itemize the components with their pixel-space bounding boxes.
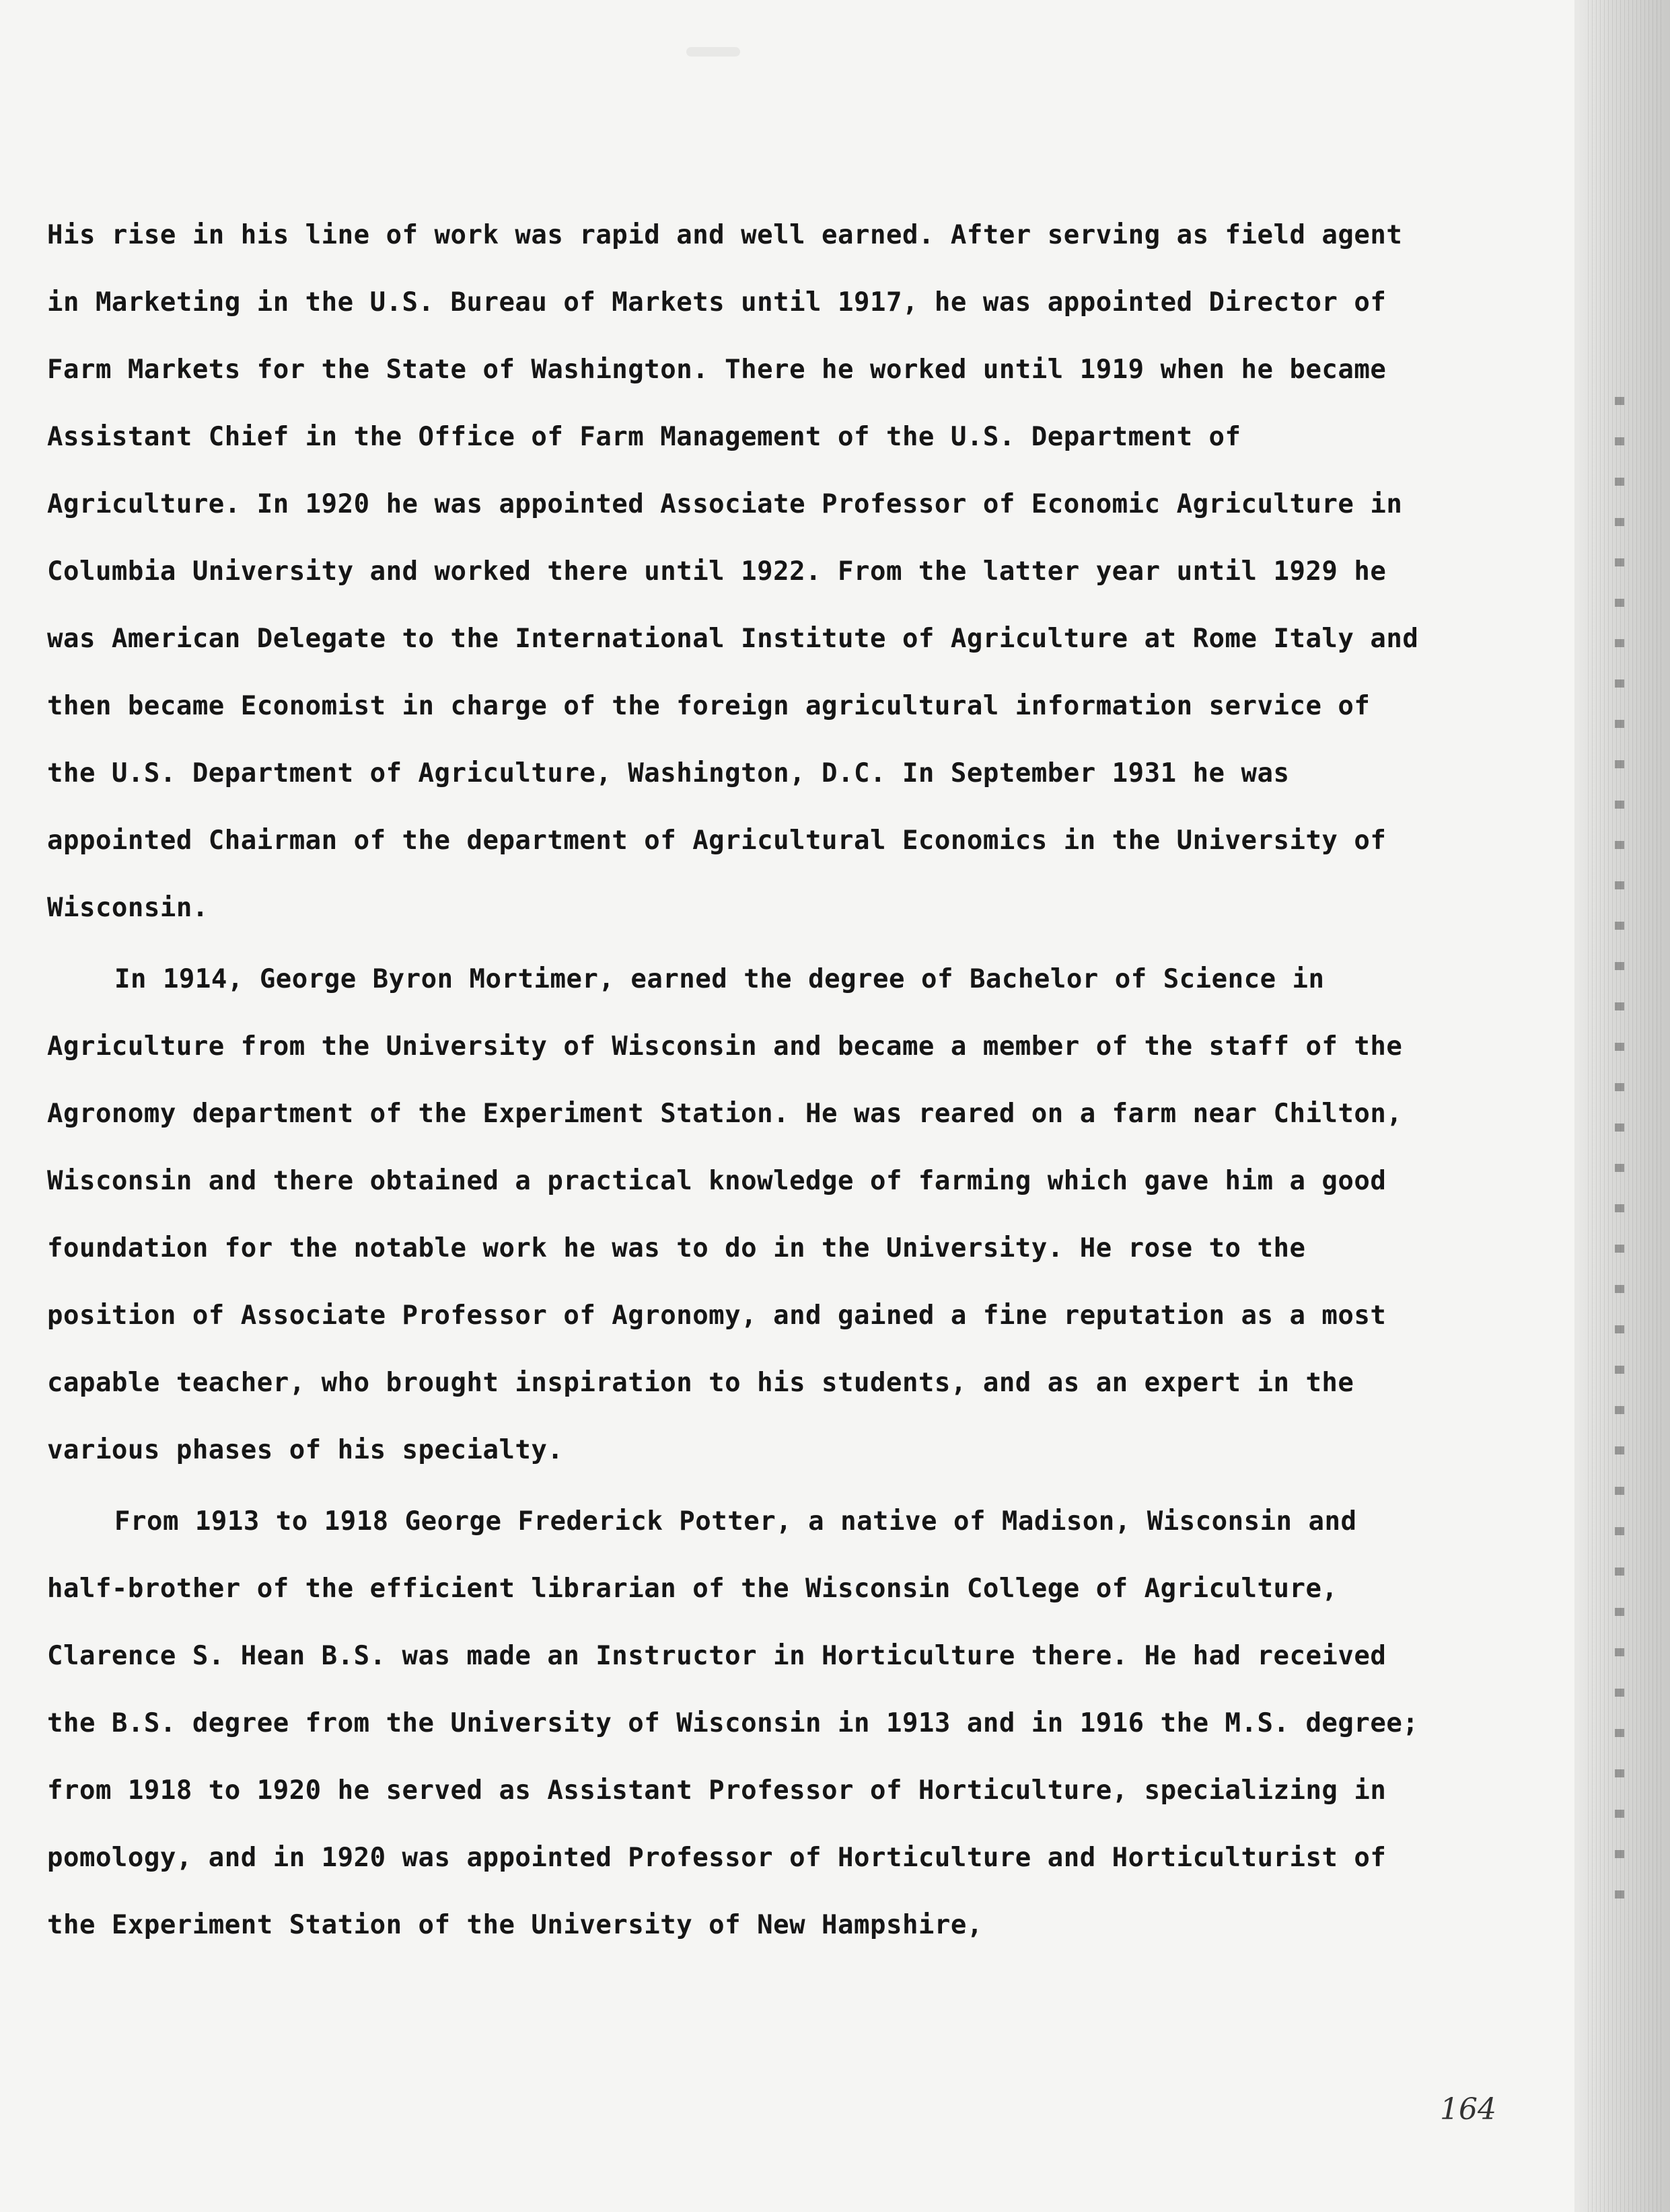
- page-number: 164: [1440, 2092, 1496, 2127]
- body-text: [47, 202, 1433, 1963]
- edge-tab-marks: [1615, 397, 1624, 1904]
- paragraph-2-text: In 1914, George Byron Mortimer, earned the degree of Bachelor of Science in Agriculture from the University of Wisconsin and became a member of the staff of the Agronomy department of the Experiment Station. He was reared on a farm near Chilton, Wisconsin and there obtained a practical knowledge of farming which gave him a good foundation for the notable work he was to do in the University. He rose to the position of Associate Professor of Agronomy, and gained a fine reputation as a most capable teacher, who brought inspiration to his students, and as an expert in the various phases of his specialty.: [47, 964, 1403, 1465]
- paragraph-2: [47, 946, 1433, 1484]
- scan-smudge: [686, 47, 740, 57]
- page-edge-stack: [1588, 0, 1662, 2212]
- paragraph-1: His rise in his line of work was rapid and well earned. After serving as field agent in Marketing in the U.S. Bureau of Markets until 1917, he was appointed Director of Farm Markets for the State of Washington. There he worked until 1919 when he became Assistant Chief in the Office of Farm Management of the U.S. Department of Agriculture. In 1920 he was appointed Associate Professor of Economic Agriculture in Columbia University and worked there until 1922. From the latter year until 1929 he was American Delegate to the International Institute of Agriculture at Rome Italy and then became Economist in charge of the foreign agricultural information service of the U.S. Department of Agriculture, Washington, D.C. In September 1931 he was appointed Chairman of the department of Agricultural Economics in the University of Wisconsin.: [47, 220, 1419, 923]
- paragraph-3: [47, 1488, 1433, 1959]
- paragraph-3-text: From 1913 to 1918 George Frederick Potter, a native of Madison, Wisconsin and half-brother of the efficient librarian of the Wisconsin College of Agriculture, Clarence S. Hean B.S. was made an Instructor in Horticulture there. He had received the B.S. degree from the University of Wisconsin in 1913 and in 1916 the M.S. degree; from 1918 to 1920 he served as Assistant Professor of Horticulture, specializing in pomology, and in 1920 was appointed Professor of Horticulture and Horticulturist of the Experiment Station of the University of New Hampshire,: [47, 1506, 1419, 1940]
